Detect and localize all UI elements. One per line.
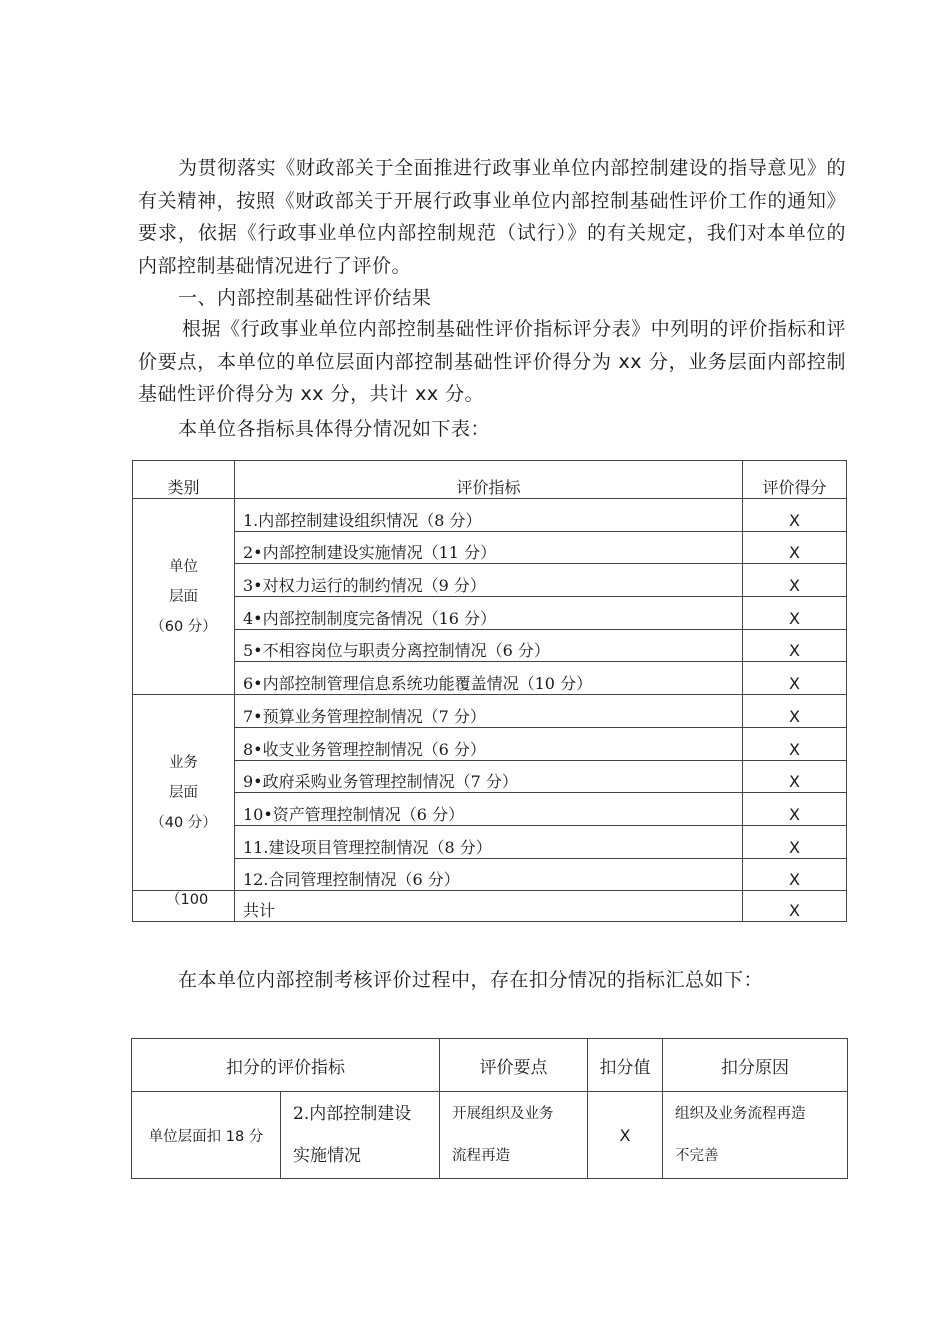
table-row: [133, 793, 847, 826]
deduction-summary-heading: 在本单位内部控制考核评价过程中，存在扣分情况的指标汇总如下：: [178, 969, 764, 991]
score-cell: X: [743, 629, 847, 662]
evaluation-point-line: 开展组织及业务: [452, 1106, 554, 1122]
deduction-table-header: [132, 1039, 848, 1092]
table-row: [133, 499, 847, 532]
score-cell: X: [743, 662, 847, 695]
table-row: [133, 825, 847, 858]
score-cell: X: [743, 564, 847, 597]
indicator-cell: 12.合同管理控制情况（6 分）: [235, 858, 743, 891]
category-label: 层面: [169, 784, 198, 801]
score-cell: X: [743, 499, 847, 532]
header-category: 类别: [133, 461, 235, 499]
indicator-cell: 2•内部控制建设实施情况（11 分）: [235, 531, 743, 564]
header-deduction-value: 扣分值: [588, 1039, 663, 1092]
category-label: 层面: [169, 588, 198, 605]
evaluation-point: [440, 1092, 588, 1179]
indicator-cell: 8•收支业务管理控制情况（6 分）: [235, 727, 743, 760]
indicator-cell: 6•内部控制管理信息系统功能覆盖情况（10 分）: [235, 662, 743, 695]
deduction-category: 单位层面扣 18 分: [132, 1092, 281, 1179]
score-table-header: [133, 461, 847, 499]
table-row: [133, 564, 847, 597]
score-cell: X: [743, 793, 847, 826]
table-row: [133, 629, 847, 662]
category-business-level: [133, 695, 235, 891]
table-intro: 本单位各指标具体得分情况如下表：: [178, 418, 491, 440]
table-row: [133, 662, 847, 695]
intro-paragraph: 为贯彻落实《财政部关于全面推进行政事业单位内部控制建设的指导意见》的有关精神，按照《财政部关于开展行政事业单位内部控制基础性评价工作的通知》要求，依据《行政事业单位内部控制规范（试行）》的有关规定，我们对本单位的内部控制基础情况进行了评价。: [138, 157, 846, 277]
header-deduction-reason: 扣分原因: [663, 1039, 848, 1092]
score-cell: X: [743, 727, 847, 760]
score-cell: X: [743, 531, 847, 564]
header-deducted-indicator: 扣分的评价指标: [132, 1039, 440, 1092]
category-label: 业务: [169, 754, 198, 771]
table-row: [133, 695, 847, 728]
deduction-indicator-line: 2.内部控制建设: [293, 1104, 412, 1124]
score-cell: X: [743, 760, 847, 793]
total-category: [133, 891, 235, 922]
score-cell: X: [743, 695, 847, 728]
total-row: [133, 891, 847, 922]
table-row: [133, 760, 847, 793]
table-row: [133, 858, 847, 891]
category-unit-level: [133, 499, 235, 695]
category-label: 单位: [169, 558, 198, 575]
indicator-cell: 11.建设项目管理控制情况（8 分）: [235, 825, 743, 858]
indicator-cell: 10•资产管理控制情况（6 分）: [235, 793, 743, 826]
category-points: （60 分）: [150, 618, 217, 635]
deduction-table: [131, 1038, 848, 1179]
deduction-value: X: [588, 1092, 663, 1179]
total-score: X: [743, 891, 847, 922]
total-points-label: （100: [166, 892, 209, 909]
indicator-cell: 4•内部控制制度完备情况（16 分）: [235, 597, 743, 630]
result-paragraph: 根据《行政事业单位内部控制基础性评价指标评分表》中列明的评价指标和评价要点，本单位的单位层面内部控制基础性评价得分为 xx 分，业务层面内部控制基础性评价得分为 xx 分，共计 xx 分。: [138, 318, 846, 406]
table-row: [133, 597, 847, 630]
deduction-indicator-line: 实施情况: [293, 1146, 361, 1166]
header-indicator: 评价指标: [235, 461, 743, 499]
total-label: 共计: [235, 891, 743, 922]
indicator-cell: 1.内部控制建设组织情况（8 分）: [235, 499, 743, 532]
score-cell: X: [743, 825, 847, 858]
score-table: [132, 460, 847, 922]
deduction-reason-line: 组织及业务流程再造: [675, 1106, 806, 1122]
table-row: [132, 1092, 848, 1179]
indicator-cell: 7•预算业务管理控制情况（7 分）: [235, 695, 743, 728]
indicator-cell: 3•对权力运行的制约情况（9 分）: [235, 564, 743, 597]
score-cell: X: [743, 597, 847, 630]
evaluation-point-line: 流程再造: [452, 1148, 510, 1164]
section-heading: 一、内部控制基础性评价结果: [178, 287, 432, 309]
table-row: [133, 727, 847, 760]
header-score: 评价得分: [743, 461, 847, 499]
header-evaluation-point: 评价要点: [440, 1039, 588, 1092]
table-row: [133, 531, 847, 564]
deduction-reason-line: 不完善: [675, 1148, 719, 1164]
deduction-indicator: [281, 1092, 440, 1179]
indicator-cell: 5•不相容岗位与职责分离控制情况（6 分）: [235, 629, 743, 662]
deduction-reason: [663, 1092, 848, 1179]
indicator-cell: 9•政府采购业务管理控制情况（7 分）: [235, 760, 743, 793]
category-points: （40 分）: [150, 814, 217, 831]
score-cell: X: [743, 858, 847, 891]
